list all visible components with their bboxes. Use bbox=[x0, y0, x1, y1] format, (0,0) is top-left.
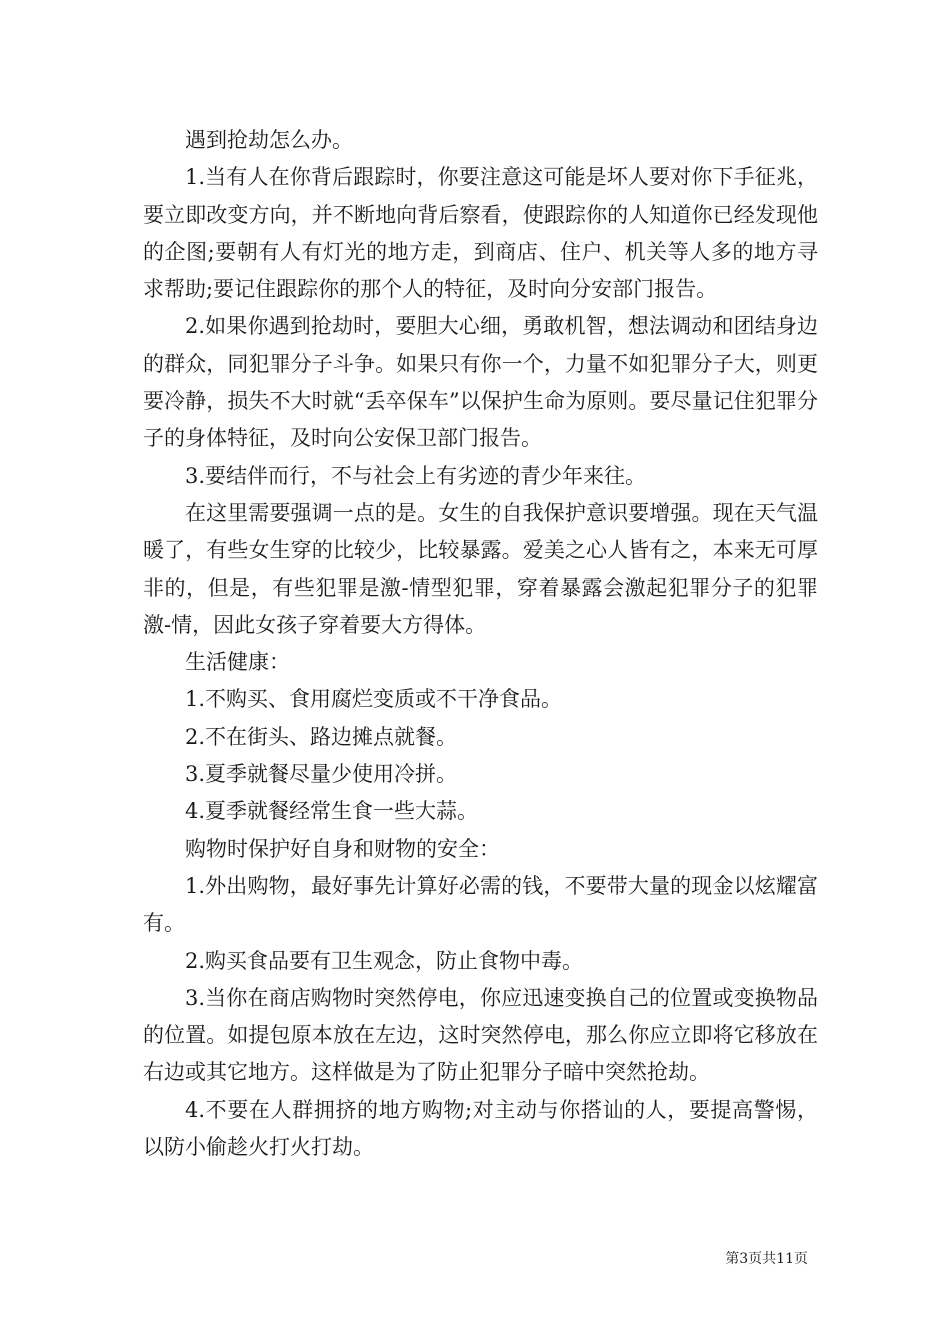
paragraph-health-2: 2.不在街头、路边摊点就餐。 bbox=[185, 724, 458, 749]
paragraph-girls-safety: 在这里需要强调一点的是。女生的自我保护意识要增强。现在天气温暖了，有些女生穿的比较少，比较暴露。爱美之心人皆有之，本来无可厚非的，但是，有些犯罪是激-情型犯罪，穿着暴露会激起犯罪分子的犯罪激-情，因此女孩子穿着要大方得体。 bbox=[143, 500, 818, 637]
document-body bbox=[143, 122, 818, 1166]
paragraph-robbery-2: 2.如果你遇到抢劫时，要胆大心细，勇敢机智，想法调动和团结身边的群众，同犯罪分子斗争。如果只有你一个，力量不如犯罪分子大，则更要冷静，损失不大时就“丢卒保车”以保护生命为原则。要尽量记住犯罪分子的身体特征，及时向公安保卫部门报告。 bbox=[143, 314, 818, 451]
paragraph-health-4: 4.夏季就餐经常生食一些大蒜。 bbox=[185, 799, 479, 824]
paragraph-robbery-3: 3.要结伴而行，不与社会上有劣迹的青少年来往。 bbox=[185, 463, 647, 488]
paragraph-robbery-heading: 遇到抢劫怎么办。 bbox=[185, 128, 353, 152]
paragraph-health-1: 1.不购买、食用腐烂变质或不干净食品。 bbox=[185, 687, 563, 712]
paragraph-shopping-4: 4.不要在人群拥挤的地方购物;对主动与你搭讪的人，要提高警惕，以防小偷趁火打火打劫。 bbox=[143, 1097, 818, 1160]
paragraph-shopping-1: 1.外出购物，最好事先计算好必需的钱，不要带大量的现金以炫耀富有。 bbox=[143, 873, 818, 936]
paragraph-shopping-2: 2.购买食品要有卫生观念，防止食物中毒。 bbox=[185, 948, 584, 973]
paragraph-health-heading: 生活健康： bbox=[185, 650, 290, 675]
paragraph-health-3: 3.夏季就餐尽量少使用冷拼。 bbox=[185, 762, 458, 787]
paragraph-shopping-3: 3.当你在商店购物时突然停电，你应迅速变换自己的位置或变换物品的位置。如提包原本放在左边，这时突然停电，那么你应立即将它移放在右边或其它地方。这样做是为了防止犯罪分子暗中突然抢劫。 bbox=[143, 985, 818, 1085]
paragraph-shopping-heading: 购物时保护好自身和财物的安全： bbox=[185, 836, 500, 861]
page-number-footer: 第3页共11页 bbox=[725, 1251, 808, 1267]
paragraph-robbery-1: 1.当有人在你背后跟踪时，你要注意这可能是坏人要对你下手征兆，要立即改变方向，并不断地向背后察看，使跟踪你的人知道你已经发现他的企图;要朝有人有灯光的地方走，到商店、住户、机关等人多的地方寻求帮助;要记住跟踪你的那个人的特征，及时向分安部门报告。 bbox=[143, 165, 818, 302]
